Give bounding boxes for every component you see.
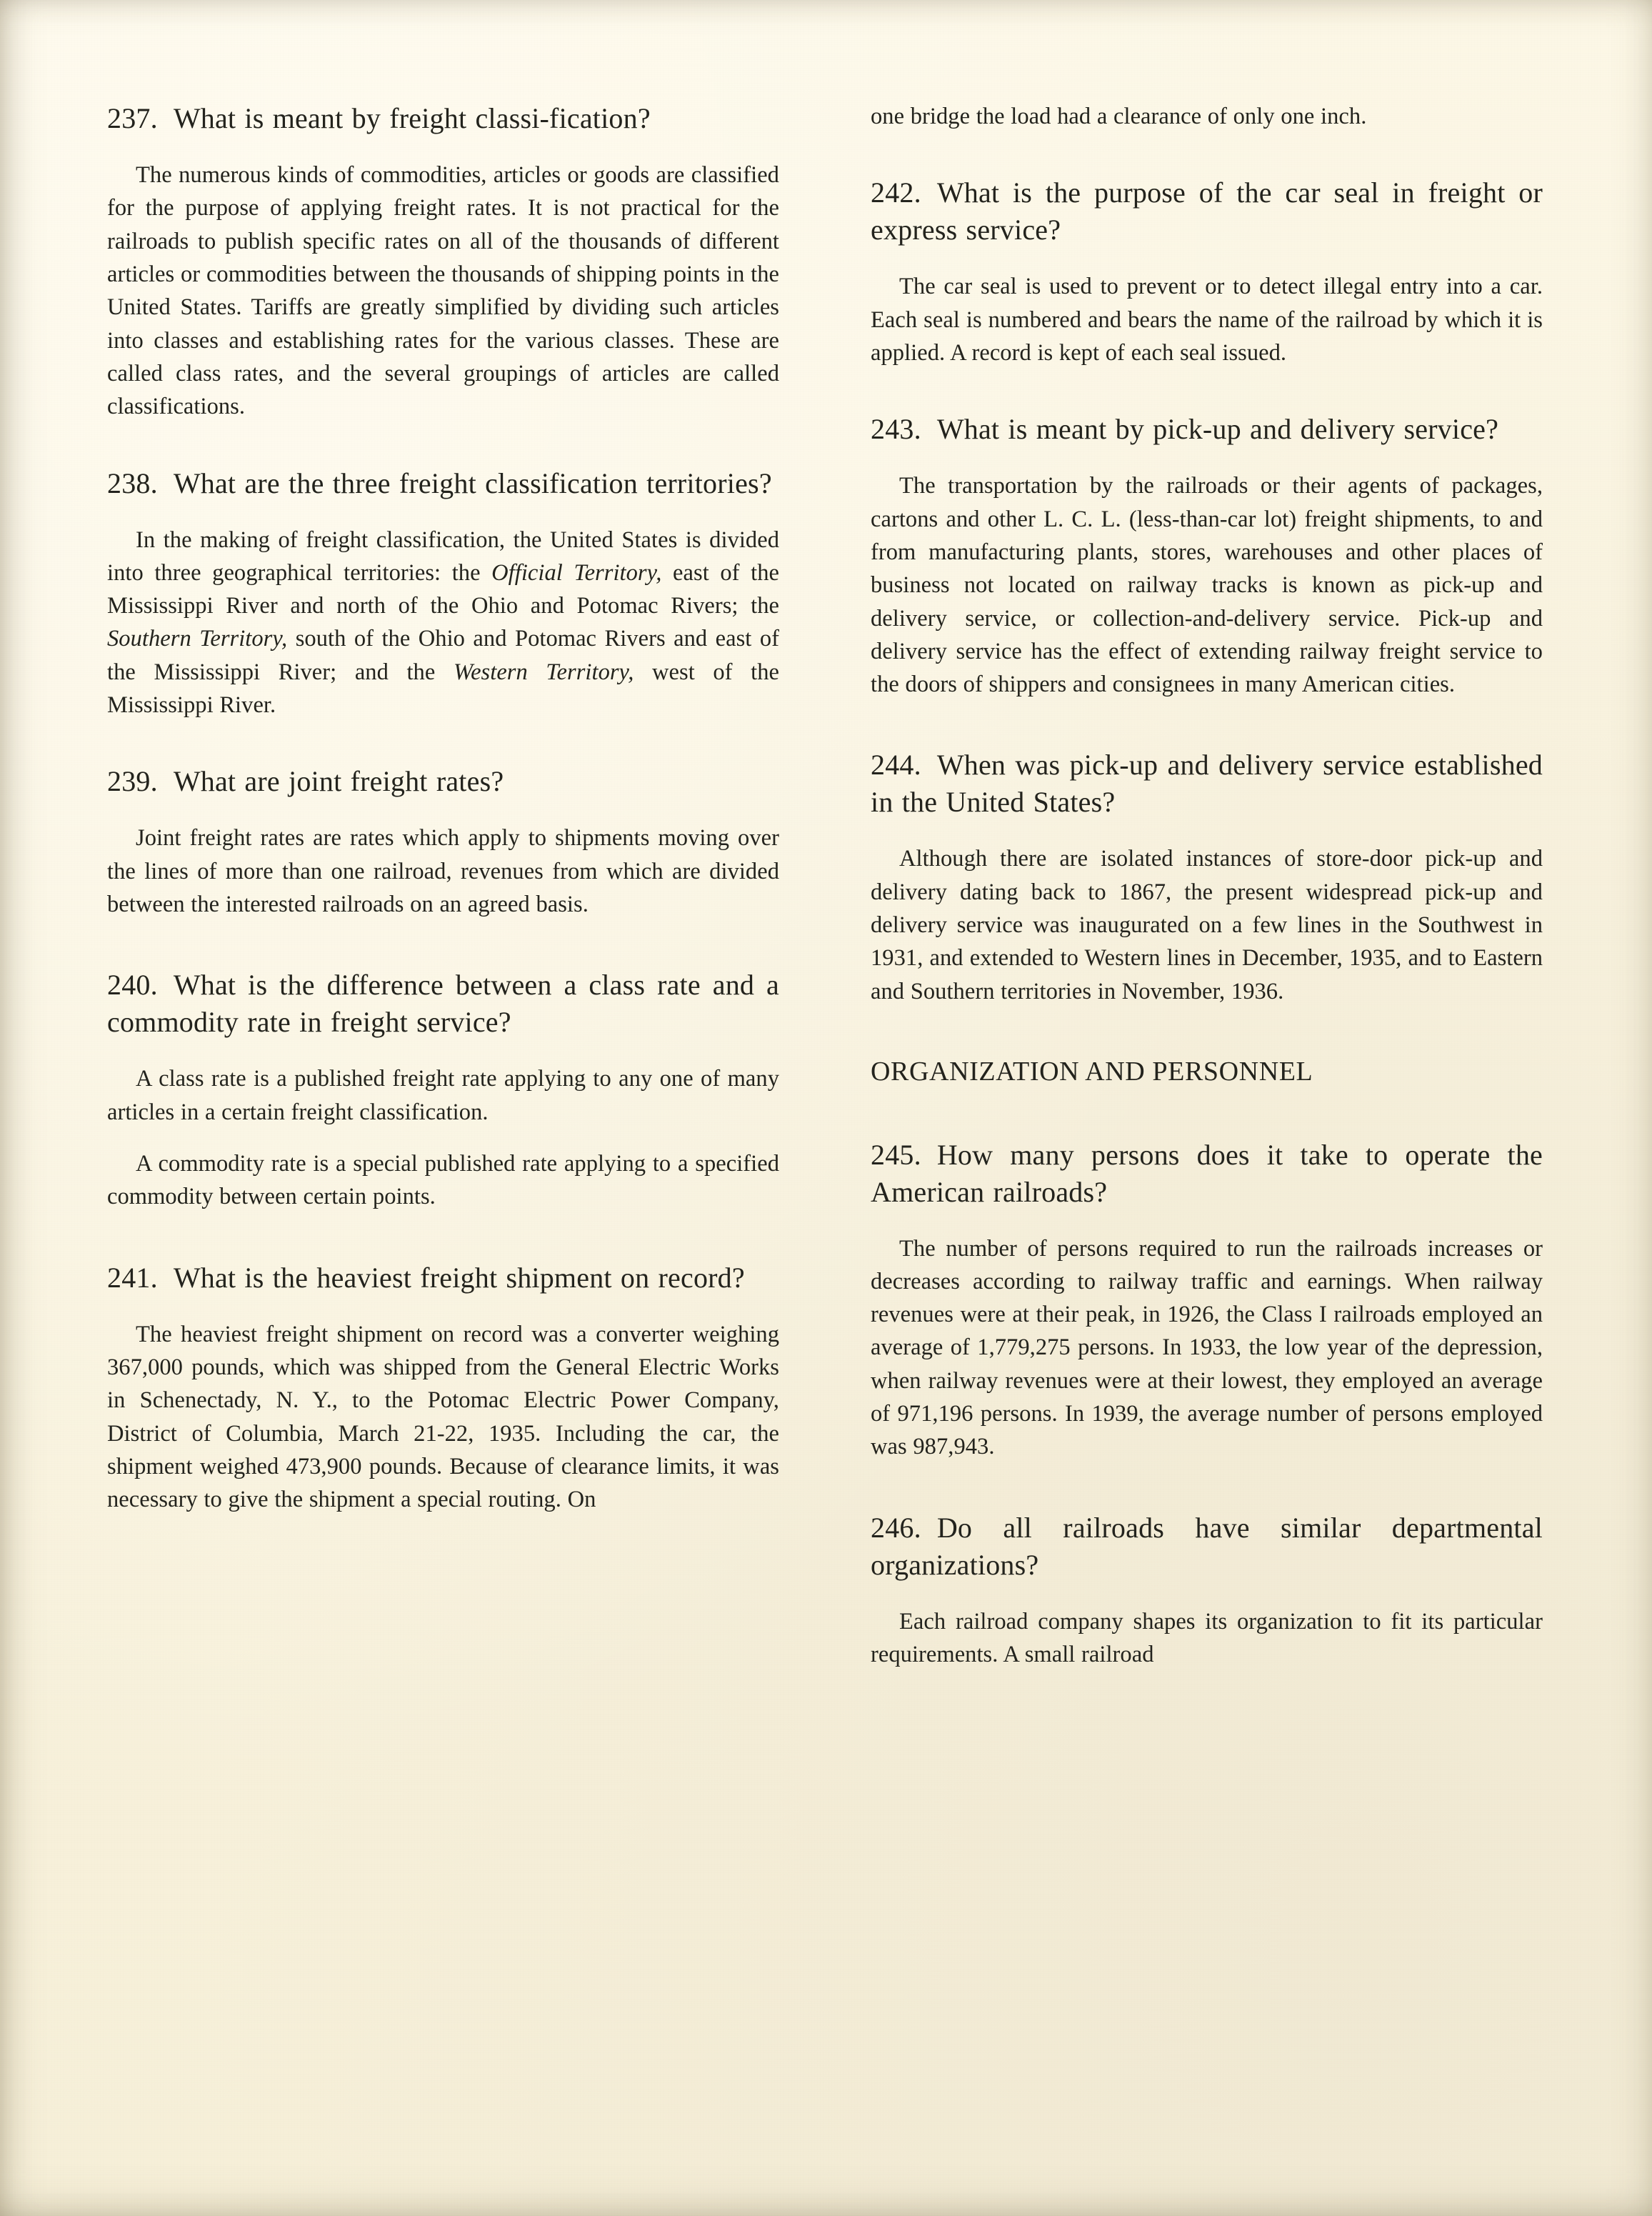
question-number-242: 242. (871, 176, 921, 209)
question-heading-245 (871, 1137, 1543, 1211)
spacer (107, 1297, 779, 1318)
answer-paragraph-238: In the making of freight classification, the United States is divided into three geographical territories: the Official Territory, east of the Mississippi River and north of the Ohio and Potomac Rivers; the Southern Territory, south of the Ohio and Potomac Rivers and east of the Mississippi River; and the Western Territory, west of the Mississippi River. (107, 526, 779, 719)
spacer (871, 1584, 1543, 1605)
spacer (871, 1464, 1543, 1509)
question-title-242: What is the purpose of the car seal in freight or express service? (871, 176, 1543, 246)
question-number-244: 244. (871, 749, 921, 782)
answer-paragraph-241: The heaviest freight shipment on record was a converter weighing 367,000 pounds, which was shipped from the General Electric Works in Schenectady, N. Y., to the Potomac Electric Power Company, District of Columbia, March 21-22, 1935. Including the car, the shipment weighed 473,900 pounds. Because of clearance limits, it was necessary to give the shipment a special routing. On (107, 1321, 779, 1513)
question-heading-237 (107, 100, 779, 137)
spacer (107, 722, 779, 763)
question-number-237: 237. (107, 102, 158, 134)
text-columns (107, 100, 1543, 2129)
question-title-238: What are the three freight classification territories? (173, 466, 772, 499)
question-number-246: 246. (871, 1511, 921, 1544)
question-title-237: What is meant by freight classi-fication? (173, 102, 651, 134)
spacer (107, 424, 779, 465)
spacer (871, 133, 1543, 174)
question-title-243: What is meant by pick-up and delivery service? (936, 413, 1499, 446)
question-heading-238 (107, 465, 779, 502)
question-title-239: What are joint freight rates? (173, 765, 504, 798)
question-title-246: Do all railroads have similar departmental organizations? (871, 1511, 1543, 1581)
answer-paragraph-240b: A commodity rate is a special published rate applying to a specified commodity between certain points. (107, 1150, 779, 1210)
question-title-240: What is the difference between a class rate and a commodity rate in freight service? (107, 969, 779, 1039)
answer-paragraph-246: Each railroad company shapes its organization to fit its particular requirements. A small railroad (871, 1608, 1543, 1667)
spacer (871, 1008, 1543, 1055)
question-heading-242 (871, 174, 1543, 249)
spacer (871, 821, 1543, 842)
spacer (107, 800, 779, 822)
answer-paragraph-242: The car seal is used to prevent or to detect illegal entry into a car. Each seal is numbered and bears the name of the railroad by which it is applied. A record is kept of each seal issued. (871, 274, 1543, 366)
answer-paragraph-240a: A class rate is a published freight rate applying to any one of many articles in a certain freight classification. (107, 1066, 779, 1125)
question-heading-241 (107, 1259, 779, 1297)
question-number-245: 245. (871, 1138, 921, 1171)
spacer (871, 369, 1543, 411)
spacer (107, 502, 779, 524)
spacer (107, 137, 779, 159)
answer-paragraph-243: The transportation by the railroads or their agents of packages, cartons and other L. C. L. (less-than-car lot) freight shipments, to and from manufacturing plants, stores, warehouses and other places of business not located on railway tracks is known as pick-up and delivery service, or collection-and-delivery service. Pick-up and delivery service has the effect of extending railway freight service to the doors of shippers and consignees in many American cities. (871, 473, 1543, 698)
question-title-245: How many persons does it take to operate the American railroads? (871, 1138, 1543, 1208)
spacer (107, 1129, 779, 1147)
spacer (107, 1214, 779, 1259)
question-number-241: 241. (107, 1261, 158, 1294)
answer-paragraph-237: The numerous kinds of commodities, articles or goods are classified for the purpose of applying freight rates. It is not practical for the railroads to publish specific rates on all of the thousands of different articles or commodities between the thousands of shipping points in the United States. Tariffs are greatly simplified by dividing such articles into classes and establishing rates for the various classes. These are called class rates, and the several groupings of articles are called classifications. (107, 162, 779, 420)
spacer (871, 249, 1543, 270)
section-heading-organization-and-personnel: ORGANIZATION AND PERSONNEL (871, 1057, 1313, 1087)
right-column (871, 100, 1543, 2129)
question-heading-239 (107, 763, 779, 800)
left-column (107, 100, 779, 2129)
question-number-243: 243. (871, 413, 921, 446)
question-heading-246 (871, 1509, 1543, 1584)
question-heading-244 (871, 747, 1543, 821)
question-heading-243 (871, 411, 1543, 448)
answer-paragraph-245: The number of persons required to run the railroads increases or decreases according to railway traffic and earnings. When railway revenues were at their peak, in 1926, the Class I railroads employed an average of 1,779,275 persons. In 1933, the low year of the depression, when railway revenues were at their lowest, they employed an average of 971,196 persons. In 1939, the average number of persons employed was 987,943. (871, 1235, 1543, 1460)
question-title-244: When was pick-up and delivery service established in the United States? (871, 749, 1543, 819)
spacer (871, 1089, 1543, 1137)
question-heading-240 (107, 967, 779, 1041)
answer-paragraph-244: Although there are isolated instances of store-door pick-up and delivery dating back to 1867, the present widespread pick-up and delivery service was inaugurated on a few lines in the Southwest in 1931, and extended to Western lines in December, 1935, and to Eastern and Southern territories in November, 1936. (871, 846, 1543, 1004)
spacer (871, 1211, 1543, 1232)
question-title-241: What is the heaviest freight shipment on record? (173, 1261, 745, 1294)
spacer (871, 448, 1543, 469)
question-number-240: 240. (107, 969, 158, 1002)
question-number-239: 239. (107, 765, 158, 798)
spacer (107, 921, 779, 967)
continued-paragraph-241: one bridge the load had a clearance of only one inch. (871, 104, 1367, 129)
spacer (871, 701, 1543, 747)
question-number-238: 238. (107, 466, 158, 499)
answer-paragraph-239: Joint freight rates are rates which apply to shipments moving over the lines of more than one railroad, revenues from which are divided between the interested railroads on an agreed basis. (107, 825, 779, 917)
spacer (107, 1041, 779, 1062)
